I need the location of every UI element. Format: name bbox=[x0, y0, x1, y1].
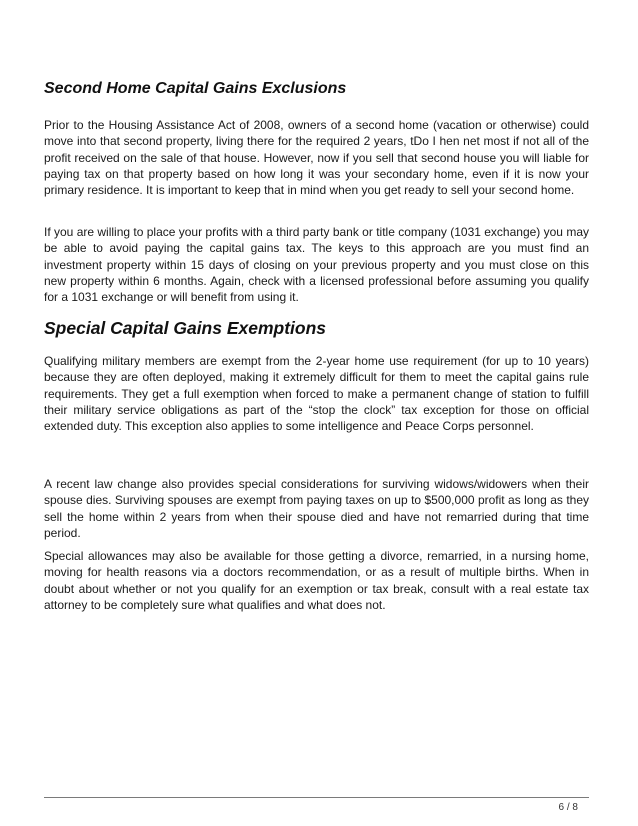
section-heading-second-home: Second Home Capital Gains Exclusions bbox=[44, 80, 347, 97]
paragraph-second-home-intro: Prior to the Housing Assistance Act of 2008, owners of a second home (vacation or otherwise) could move into that second property, living there for the required 2 years, tDo I hen net most if not all of the profit received on the sale of that house. However, now if you sell that second house you will liable for paying tax on that property based on how long it was your secondary home, even if it is now your primary residence. It is important to keep that in mind when you get ready to sell your second home. bbox=[44, 118, 589, 198]
paragraph-military-exemption: Qualifying military members are exempt from the 2-year home use requirement (for up to 10 years) because they are often deployed, making it extremely difficult for them to meet the capital gains rule requirements. They get a full exemption when forced to make a permanent change of station to fulfill their military service obligations as part of the “stop the clock” tax exception for those on official extended duty. This exception also applies to some intelligence and Peace Corps personnel. bbox=[44, 354, 589, 434]
paragraph-special-allowances: Special allowances may also be available for those getting a divorce, remarried, in a nursing home, moving for health reasons via a doctors recommendation, or as a result of multiple births. When in doubt about whether or not you qualify for an exemption or tax break, consult with a real estate tax attorney to be completely sure what qualifies and what does not. bbox=[44, 549, 589, 612]
footer-divider bbox=[44, 797, 589, 798]
paragraph-1031-exchange: If you are willing to place your profits with a third party bank or title company (1031 exchange) you may be able to avoid paying the capital gains tax. The keys to this approach are you must find an investment property within 15 days of closing on your previous property and you must close on this new property within 6 months. Again, check with a licensed professional before assuming you qualify for a 1031 exchange or will benefit from using it. bbox=[44, 225, 589, 305]
page-number: 6 / 8 bbox=[558, 802, 578, 813]
paragraph-surviving-spouse: A recent law change also provides special considerations for surviving widows/widowers when their spouse dies. Surviving spouses are exempt from paying taxes on up to $500,000 profit as long as they sell the home within 2 years from when their spouse died and have not remarried during that time period. bbox=[44, 477, 589, 540]
section-heading-special-exemptions: Special Capital Gains Exemptions bbox=[44, 318, 327, 338]
